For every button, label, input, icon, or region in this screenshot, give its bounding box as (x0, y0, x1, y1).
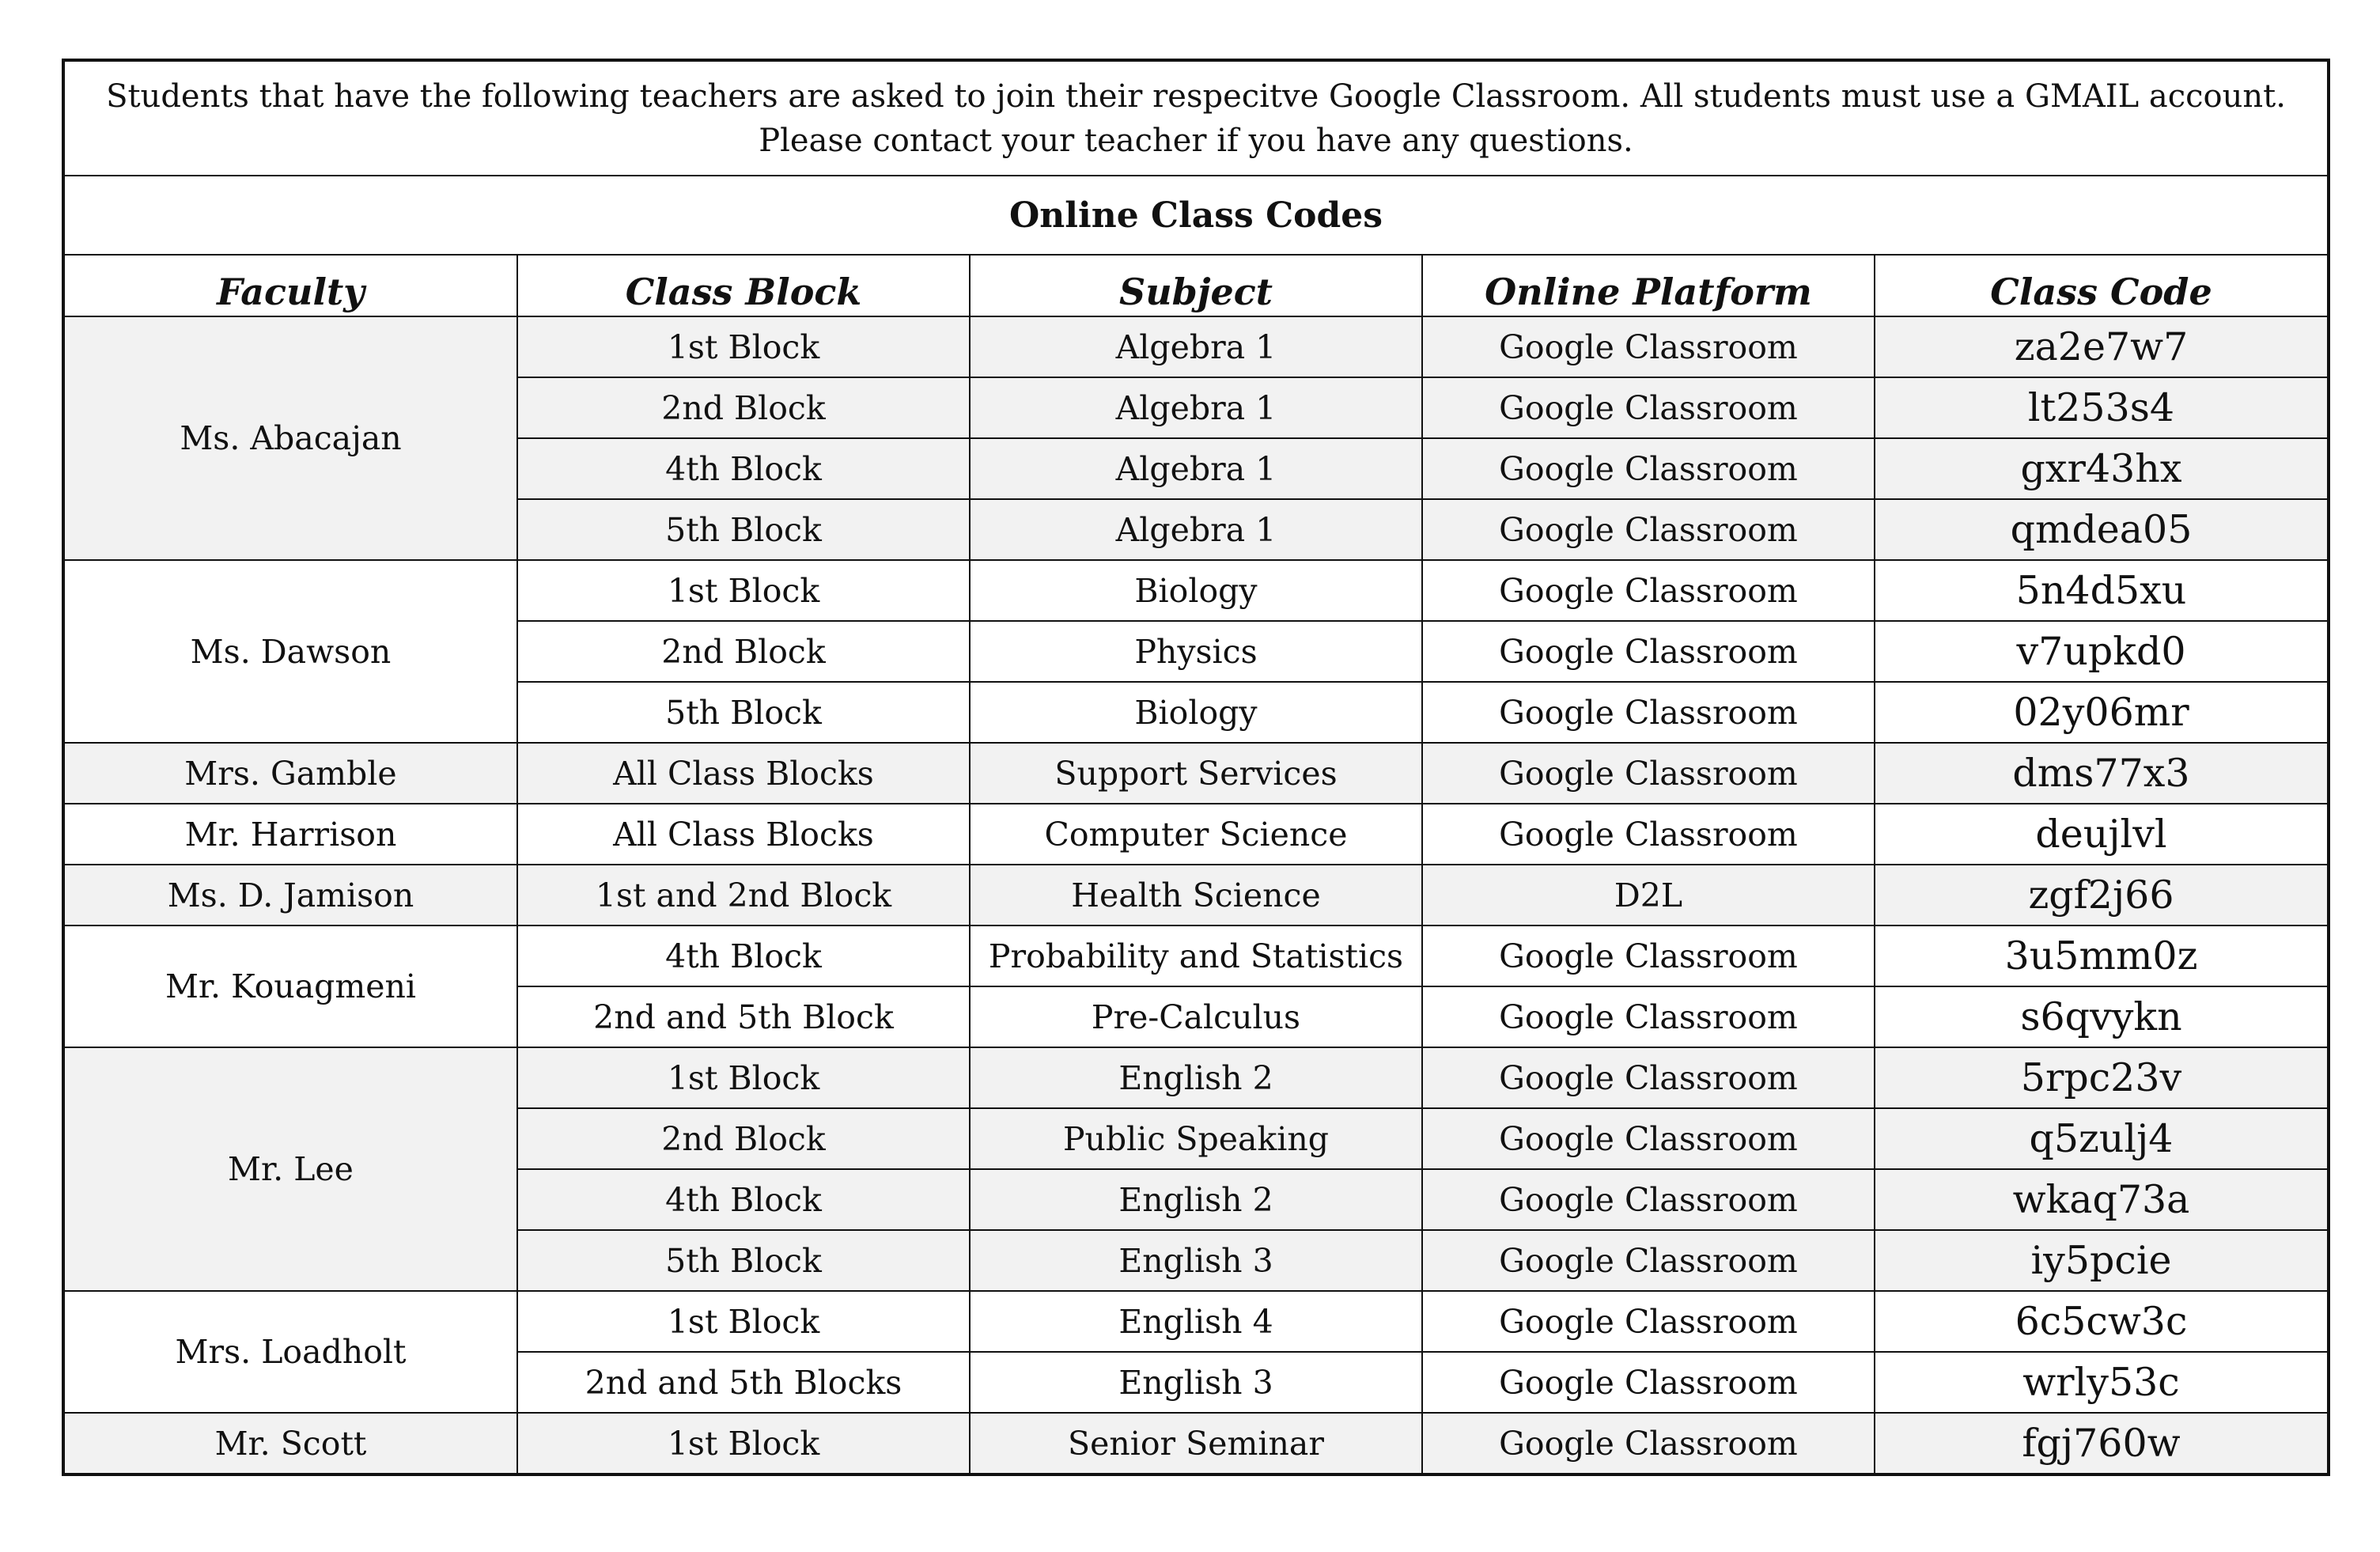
online-platform-cell: Google Classroom (1422, 1230, 1875, 1291)
online-platform-cell: Google Classroom (1422, 560, 1875, 621)
class-code-cell: wrly53c (1875, 1352, 2329, 1413)
class-codes-table (62, 59, 2330, 1476)
online-platform-cell: Google Classroom (1422, 377, 1875, 438)
subject-cell: Algebra 1 (970, 499, 1422, 560)
table-row (63, 316, 2329, 377)
subject-cell: Computer Science (970, 804, 1422, 865)
subject-cell: English 2 (970, 1047, 1422, 1108)
notice-line-1: Students that have the following teachers are asked to join their respecitve Google Classroom. All students must use a GMAIL account. (106, 78, 2286, 115)
title-row (63, 176, 2329, 255)
class-code-cell: 6c5cw3c (1875, 1291, 2329, 1352)
subject-cell: Support Services (970, 743, 1422, 804)
online-platform-cell: Google Classroom (1422, 1108, 1875, 1169)
faculty-name: Ms. Abacajan (63, 316, 517, 560)
faculty-name: Ms. D. Jamison (63, 865, 517, 926)
online-platform-cell: Google Classroom (1422, 1169, 1875, 1230)
column-header-faculty: Faculty (63, 255, 517, 316)
class-code-cell: wkaq73a (1875, 1169, 2329, 1230)
subject-cell: English 2 (970, 1169, 1422, 1230)
class-code-cell: iy5pcie (1875, 1230, 2329, 1291)
online-platform-cell: Google Classroom (1422, 1413, 1875, 1474)
subject-cell: Biology (970, 682, 1422, 743)
class-code-cell: 02y06mr (1875, 682, 2329, 743)
faculty-name: Ms. Dawson (63, 560, 517, 743)
subject-cell: Biology (970, 560, 1422, 621)
table-row (63, 1047, 2329, 1108)
column-header-class-code: Class Code (1875, 255, 2329, 316)
class-codes-table-body (63, 60, 2329, 1474)
online-platform-cell: Google Classroom (1422, 986, 1875, 1047)
faculty-name: Mr. Scott (63, 1413, 517, 1474)
table-row (63, 926, 2329, 986)
subject-cell: Probability and Statistics (970, 926, 1422, 986)
class-block-cell: 2nd Block (517, 621, 970, 682)
faculty-name: Mrs. Gamble (63, 743, 517, 804)
class-block-cell: 2nd Block (517, 377, 970, 438)
table-row (63, 1413, 2329, 1474)
column-header-row (63, 255, 2329, 316)
class-block-cell: 5th Block (517, 499, 970, 560)
online-platform-cell: Google Classroom (1422, 316, 1875, 377)
class-block-cell: 4th Block (517, 1169, 970, 1230)
online-platform-cell: D2L (1422, 865, 1875, 926)
table-row (63, 1291, 2329, 1352)
class-code-cell: v7upkd0 (1875, 621, 2329, 682)
class-block-cell: 2nd Block (517, 1108, 970, 1169)
subject-cell: Algebra 1 (970, 438, 1422, 499)
online-platform-cell: Google Classroom (1422, 1352, 1875, 1413)
column-header-class-block: Class Block (517, 255, 970, 316)
class-block-cell: 1st Block (517, 1291, 970, 1352)
class-block-cell: 1st and 2nd Block (517, 865, 970, 926)
table-row (63, 743, 2329, 804)
class-code-cell: zgf2j66 (1875, 865, 2329, 926)
class-code-cell: dms77x3 (1875, 743, 2329, 804)
notice-text (63, 60, 2329, 176)
class-code-cell: qmdea05 (1875, 499, 2329, 560)
class-block-cell: All Class Blocks (517, 804, 970, 865)
subject-cell: English 3 (970, 1230, 1422, 1291)
table-row (63, 560, 2329, 621)
class-code-cell: lt253s4 (1875, 377, 2329, 438)
class-block-cell: 5th Block (517, 682, 970, 743)
faculty-name: Mr. Harrison (63, 804, 517, 865)
online-platform-cell: Google Classroom (1422, 1291, 1875, 1352)
class-code-cell: s6qvykn (1875, 986, 2329, 1047)
table-row (63, 804, 2329, 865)
table-title: Online Class Codes (63, 176, 2329, 255)
subject-cell: Physics (970, 621, 1422, 682)
faculty-name: Mr. Lee (63, 1047, 517, 1291)
class-block-cell: 2nd and 5th Blocks (517, 1352, 970, 1413)
online-platform-cell: Google Classroom (1422, 438, 1875, 499)
notice-row (63, 60, 2329, 176)
subject-cell: Algebra 1 (970, 377, 1422, 438)
subject-cell: Public Speaking (970, 1108, 1422, 1169)
class-block-cell: 1st Block (517, 1047, 970, 1108)
class-block-cell: 4th Block (517, 926, 970, 986)
online-platform-cell: Google Classroom (1422, 743, 1875, 804)
class-block-cell: 2nd and 5th Block (517, 986, 970, 1047)
subject-cell: English 4 (970, 1291, 1422, 1352)
column-header-subject: Subject (970, 255, 1422, 316)
faculty-name: Mr. Kouagmeni (63, 926, 517, 1047)
class-code-cell: deujlvl (1875, 804, 2329, 865)
class-code-cell: za2e7w7 (1875, 316, 2329, 377)
online-platform-cell: Google Classroom (1422, 804, 1875, 865)
class-code-cell: gxr43hx (1875, 438, 2329, 499)
faculty-name: Mrs. Loadholt (63, 1291, 517, 1413)
subject-cell: Senior Seminar (970, 1413, 1422, 1474)
class-block-cell: 1st Block (517, 316, 970, 377)
subject-cell: Pre-Calculus (970, 986, 1422, 1047)
online-platform-cell: Google Classroom (1422, 1047, 1875, 1108)
class-code-cell: 3u5mm0z (1875, 926, 2329, 986)
table-row (63, 865, 2329, 926)
class-block-cell: All Class Blocks (517, 743, 970, 804)
class-code-cell: 5n4d5xu (1875, 560, 2329, 621)
column-header-online-platform: Online Platform (1422, 255, 1875, 316)
class-block-cell: 4th Block (517, 438, 970, 499)
online-platform-cell: Google Classroom (1422, 621, 1875, 682)
class-code-cell: 5rpc23v (1875, 1047, 2329, 1108)
class-block-cell: 1st Block (517, 1413, 970, 1474)
subject-cell: Health Science (970, 865, 1422, 926)
class-block-cell: 1st Block (517, 560, 970, 621)
class-code-cell: fgj760w (1875, 1413, 2329, 1474)
online-platform-cell: Google Classroom (1422, 682, 1875, 743)
subject-cell: Algebra 1 (970, 316, 1422, 377)
subject-cell: English 3 (970, 1352, 1422, 1413)
online-platform-cell: Google Classroom (1422, 499, 1875, 560)
online-platform-cell: Google Classroom (1422, 926, 1875, 986)
class-block-cell: 5th Block (517, 1230, 970, 1291)
class-code-cell: q5zulj4 (1875, 1108, 2329, 1169)
notice-line-2: Please contact your teacher if you have any questions. (759, 122, 1633, 159)
